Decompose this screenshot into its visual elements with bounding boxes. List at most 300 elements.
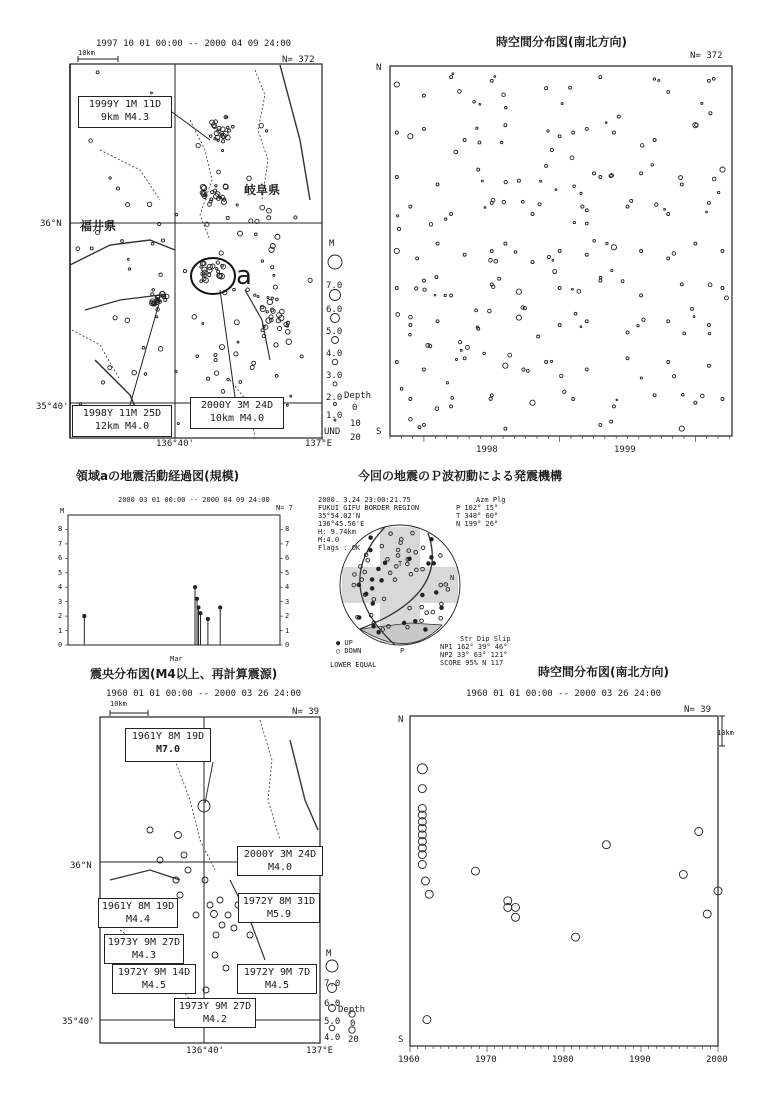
p3-ytick-label-right: 4 bbox=[285, 583, 290, 592]
p6-data-point bbox=[695, 828, 703, 836]
p1-epicenter bbox=[152, 289, 154, 291]
p5-fault bbox=[290, 740, 318, 830]
p2-data-point bbox=[667, 257, 670, 260]
p1-epicenter bbox=[125, 318, 130, 323]
p2-data-point bbox=[550, 148, 553, 151]
p5-legend-mag: 7.0 bbox=[324, 979, 341, 989]
p1-epicenter bbox=[144, 373, 147, 376]
p2-data-point bbox=[599, 276, 602, 279]
p4-down-marker bbox=[421, 546, 425, 550]
p2-data-point bbox=[708, 332, 710, 334]
p2-data-point bbox=[558, 250, 561, 253]
p4-down-marker bbox=[420, 619, 424, 623]
p4-down-marker bbox=[366, 558, 370, 562]
p2-data-point bbox=[558, 135, 561, 138]
p2-data-point bbox=[667, 320, 670, 323]
p4-t-label: T bbox=[398, 560, 403, 568]
p1-epicenter bbox=[236, 204, 238, 206]
p6-xtick-label: 1970 bbox=[475, 1055, 497, 1065]
p2-data-point bbox=[505, 106, 507, 108]
p6-data-point bbox=[703, 910, 711, 918]
p2-data-point bbox=[545, 164, 548, 167]
p4-up-marker bbox=[427, 562, 431, 566]
p2-data-point bbox=[458, 341, 461, 344]
p5-boundary bbox=[260, 720, 280, 840]
p5-epicenter bbox=[202, 877, 208, 883]
p2-data-point bbox=[409, 418, 412, 421]
p1-epicenter bbox=[127, 258, 129, 260]
p2-data-point bbox=[626, 205, 629, 208]
p5-epicenter bbox=[223, 965, 229, 971]
p1-epicenter bbox=[221, 149, 223, 151]
p1-epicenter bbox=[226, 126, 229, 129]
p1-epicenter bbox=[267, 216, 271, 220]
p2-data-point bbox=[395, 287, 398, 290]
p1-legend-depth-val: 0 bbox=[352, 403, 358, 413]
p2-data-point bbox=[445, 218, 447, 220]
p2-data-point bbox=[653, 394, 656, 397]
p1-epicenter bbox=[202, 322, 204, 324]
p2-data-point bbox=[494, 76, 496, 78]
p5-callout-8: 1973Y 9M 27D M4.2 bbox=[174, 998, 256, 1028]
p5-callout-1: 1961Y 8M 19D M7.0 bbox=[125, 728, 211, 762]
p2-data-point bbox=[664, 208, 666, 210]
p1-epicenter bbox=[156, 316, 158, 318]
p2-data-point bbox=[653, 78, 655, 80]
p4-up-marker bbox=[369, 548, 373, 552]
p2-data-point bbox=[418, 426, 421, 429]
p2-data-point bbox=[479, 103, 481, 105]
p2-data-point bbox=[538, 203, 541, 206]
p2-data-point bbox=[683, 332, 686, 335]
p1-scale: 10km bbox=[78, 49, 95, 57]
p2-data-point bbox=[526, 369, 529, 372]
p2-data-point bbox=[489, 397, 492, 400]
p1-epicenter bbox=[116, 187, 119, 190]
p5-epicenter bbox=[219, 922, 225, 928]
p2-data-point bbox=[580, 326, 582, 328]
p1-count: N= 372 bbox=[282, 55, 315, 65]
p2-data-point bbox=[545, 87, 548, 90]
p2-data-point bbox=[409, 398, 412, 401]
p1-epicenter bbox=[76, 247, 80, 251]
p5-callout-7: 1972Y 9M 7D M4.5 bbox=[237, 964, 317, 994]
p3-ytick-label: 4 bbox=[58, 583, 63, 592]
p3-ytick-label-right: 8 bbox=[285, 525, 290, 534]
p2-data-point bbox=[571, 288, 573, 290]
p2-data-point bbox=[409, 333, 411, 335]
p6-period: 1960 01 01 00:00 -- 2000 03 26 24:00 bbox=[466, 689, 662, 699]
p5-epicenter bbox=[217, 897, 223, 903]
p4-up-marker bbox=[371, 602, 375, 606]
p1-epicenter bbox=[286, 339, 291, 344]
p2-data-point bbox=[572, 131, 575, 134]
p1-epicenter bbox=[267, 296, 269, 298]
p6-title: 時空間分布図(南北方向) bbox=[538, 665, 669, 679]
p1-epicenter bbox=[101, 381, 104, 384]
p2-data-point bbox=[422, 94, 425, 97]
p5-epicenter bbox=[212, 952, 218, 958]
p1-epicenter bbox=[219, 251, 223, 255]
p3-event-head bbox=[193, 586, 196, 589]
p2-data-point bbox=[573, 221, 575, 223]
p4-down-marker bbox=[439, 616, 443, 620]
p2-data-point bbox=[463, 357, 466, 360]
p5-epicenter bbox=[175, 832, 182, 839]
p5-legend-m: M bbox=[326, 949, 332, 959]
p2-data-point bbox=[397, 215, 399, 217]
p2-data-point bbox=[621, 280, 624, 283]
p1-epicenter bbox=[192, 315, 196, 319]
p1-epicenter bbox=[109, 177, 111, 179]
p1-epicenter bbox=[89, 139, 93, 143]
p5-callout-5: 1973Y 9M 27D M4.3 bbox=[104, 934, 184, 964]
p1-epicenter bbox=[217, 170, 221, 174]
p4-down-marker bbox=[439, 554, 443, 558]
p4-np1: NP1 162° 39° 46° bbox=[440, 643, 508, 651]
p3-event-head bbox=[195, 597, 198, 600]
p4-up-marker bbox=[357, 583, 361, 587]
p2-data-point bbox=[502, 200, 505, 203]
p1-fault bbox=[280, 65, 310, 200]
p5-epicenter bbox=[181, 852, 187, 858]
p1-epicenter bbox=[286, 404, 288, 406]
p1-callout-2: 1998Y 11M 25D 12km M4.0 bbox=[72, 405, 172, 437]
p1-epicenter bbox=[227, 378, 229, 380]
p2-data-point bbox=[640, 172, 643, 175]
p2-data-point bbox=[626, 357, 629, 360]
p1-epicenter bbox=[216, 261, 219, 264]
p2-data-point bbox=[516, 289, 521, 294]
p2-data-point bbox=[555, 189, 557, 191]
p2-data-point bbox=[550, 360, 552, 362]
p5-legend-circle bbox=[326, 960, 338, 972]
p2-data-point bbox=[435, 276, 438, 279]
p2-data-point bbox=[626, 331, 629, 334]
p2-data-point bbox=[581, 205, 584, 208]
p1-epicenter bbox=[142, 346, 145, 349]
p1-epicenter bbox=[260, 205, 265, 210]
p1-epicenter bbox=[209, 135, 212, 138]
p2-data-point bbox=[680, 283, 683, 286]
p2-data-point bbox=[463, 253, 466, 256]
p1-epicenter bbox=[214, 358, 217, 361]
p5-count: N= 39 bbox=[292, 707, 320, 717]
p4-header: FUKUI GIFU BORDER REGION bbox=[318, 504, 420, 512]
p1-lon-label2: 137°E bbox=[305, 439, 333, 449]
p3-event-head bbox=[83, 615, 86, 618]
p4-up-marker bbox=[377, 567, 381, 571]
p1-epicenter bbox=[183, 270, 186, 273]
p2-data-point bbox=[653, 139, 656, 142]
p1-lon-label: 136°40' bbox=[156, 439, 194, 449]
p1-legend-circle bbox=[333, 382, 337, 386]
p1-boundary bbox=[190, 120, 212, 240]
p5-lat-label2: 35°40' bbox=[62, 1017, 95, 1027]
p2-data-point bbox=[423, 288, 426, 291]
p1-epicenter bbox=[267, 208, 272, 213]
p3-ytick-label: 1 bbox=[58, 626, 63, 635]
p2-data-point bbox=[701, 102, 703, 104]
p1-legend-circle bbox=[328, 255, 342, 269]
p2-data-point bbox=[610, 420, 613, 423]
p2-data-point bbox=[640, 377, 642, 379]
p2-data-point bbox=[721, 287, 724, 290]
p1-epicenter bbox=[175, 371, 177, 373]
p4-up-marker bbox=[383, 561, 387, 565]
p2-data-point bbox=[436, 242, 439, 245]
p3-ytick-label-right: 2 bbox=[285, 612, 290, 621]
p4-up-marker bbox=[430, 556, 434, 560]
p2-data-point bbox=[488, 309, 492, 313]
p3-ytick-label: 3 bbox=[58, 597, 63, 606]
p1-epicenter bbox=[207, 377, 210, 380]
p2-data-point bbox=[563, 390, 566, 393]
p3-ytick-label-right: 1 bbox=[285, 626, 290, 635]
p5-epicenter bbox=[225, 912, 231, 918]
p1-epicenter bbox=[211, 191, 214, 194]
p6-data-point bbox=[421, 877, 429, 885]
p2-south: S bbox=[376, 427, 382, 437]
p1-epicenter bbox=[233, 288, 236, 291]
p2-data-point bbox=[585, 253, 588, 256]
p1-epicenter bbox=[217, 270, 220, 273]
p1-epicenter bbox=[308, 278, 312, 282]
p1-epicenter bbox=[265, 130, 267, 132]
p2-data-point bbox=[577, 289, 581, 293]
p1-epicenter bbox=[161, 239, 164, 242]
p5-legend-mag: 5.0 bbox=[324, 1017, 341, 1027]
p2-data-point bbox=[707, 201, 710, 204]
p2-data-point bbox=[502, 93, 505, 96]
p1-epicenter bbox=[290, 395, 292, 397]
p2-data-point bbox=[483, 352, 485, 354]
p2-data-point bbox=[672, 375, 675, 378]
p2-data-point bbox=[721, 398, 724, 401]
p2-data-point bbox=[452, 73, 454, 75]
p2-data-point bbox=[593, 240, 596, 243]
p1-epicenter bbox=[228, 129, 231, 132]
p5-map-frame bbox=[100, 717, 320, 1043]
p4-header: H: 9.74km bbox=[318, 528, 356, 536]
p2-data-point bbox=[476, 127, 478, 129]
p1-epicenter bbox=[277, 326, 281, 330]
p4-up-marker bbox=[408, 557, 412, 561]
p2-data-point bbox=[651, 164, 653, 166]
p3-m: M bbox=[60, 507, 65, 515]
p2-data-point bbox=[720, 167, 725, 172]
p1-epicenter bbox=[90, 247, 93, 250]
p5-lat-label: 36°N bbox=[70, 861, 92, 871]
p4-axis: P 102° 15° bbox=[456, 504, 499, 512]
p5-epicenter bbox=[207, 902, 213, 908]
p1-epicenter bbox=[221, 390, 225, 394]
p4-up-marker bbox=[377, 630, 381, 634]
p2-data-point bbox=[585, 368, 588, 371]
p5-epicenter bbox=[247, 932, 253, 938]
p1-epicenter bbox=[273, 285, 277, 289]
p1-epicenter bbox=[234, 352, 238, 356]
p1-epicenter bbox=[159, 294, 161, 296]
p4-down-marker bbox=[431, 610, 435, 614]
p5-epicenter bbox=[231, 925, 237, 931]
p5-lon-label2: 137°E bbox=[306, 1046, 334, 1056]
p1-epicenter bbox=[177, 423, 179, 425]
p3-xlabel: Mar bbox=[170, 655, 183, 663]
p1-epicenter bbox=[196, 355, 199, 358]
p1-callout-3: 2000Y 3M 24D 10km M4.0 bbox=[190, 397, 284, 429]
p2-data-point bbox=[640, 294, 643, 297]
p4-header: 35°54.02'N bbox=[318, 512, 361, 520]
p2-data-point bbox=[553, 270, 557, 274]
p2-data-point bbox=[478, 141, 481, 144]
p2-data-point bbox=[585, 222, 588, 225]
p1-epicenter bbox=[126, 203, 130, 207]
p6-xtick-label: 1980 bbox=[552, 1055, 574, 1065]
p1-legend-depth: Depth bbox=[344, 391, 372, 401]
p5-epicenter bbox=[173, 877, 179, 883]
p1-epicenter bbox=[226, 216, 229, 219]
p2-data-point bbox=[679, 176, 683, 180]
p1-epicenter bbox=[266, 318, 271, 323]
p5-fault bbox=[110, 870, 180, 880]
p2-data-point bbox=[694, 401, 697, 404]
p4-proj: LOWER EQUAL bbox=[330, 661, 377, 669]
p2-data-point bbox=[516, 315, 521, 320]
p2-data-point bbox=[446, 382, 448, 384]
p5-lon-label: 136°40' bbox=[186, 1046, 224, 1056]
p1-epicenter bbox=[234, 320, 239, 325]
p5-legend-depth-val: 20 bbox=[348, 1035, 359, 1045]
p2-data-point bbox=[616, 399, 618, 401]
p1-epicenter bbox=[108, 366, 112, 370]
p1-epicenter bbox=[151, 242, 154, 245]
p1-epicenter bbox=[249, 219, 253, 223]
p4-up-marker bbox=[357, 616, 361, 620]
p1-epicenter bbox=[285, 329, 290, 334]
p1-epicenter bbox=[267, 299, 272, 304]
p1-legend-circle bbox=[332, 337, 339, 344]
p1-epicenter bbox=[214, 353, 217, 356]
p2-north: N bbox=[376, 63, 382, 73]
p2-data-point bbox=[585, 209, 588, 212]
p4-up-marker bbox=[372, 624, 376, 628]
p2-data-point bbox=[409, 205, 412, 208]
p3-event-head bbox=[206, 617, 209, 620]
p1-legend-mag: 1.0 bbox=[326, 411, 343, 421]
p2-data-point bbox=[679, 426, 684, 431]
p4-up-marker bbox=[380, 579, 384, 583]
p2-data-point bbox=[395, 176, 398, 179]
p4-up-marker bbox=[364, 592, 368, 596]
p2-data-point bbox=[707, 364, 710, 367]
p1-boundary bbox=[100, 150, 160, 200]
p2-data-point bbox=[700, 394, 704, 398]
p1-boundary bbox=[72, 330, 120, 380]
p2-data-point bbox=[552, 259, 554, 261]
p2-data-point bbox=[473, 101, 475, 103]
p1-legend-mag: 6.0 bbox=[326, 305, 343, 315]
p2-data-point bbox=[395, 361, 398, 364]
p2-data-point bbox=[436, 320, 439, 323]
p4-up-marker bbox=[434, 591, 438, 595]
p4-header: M:4.0 bbox=[318, 536, 340, 544]
p2-data-point bbox=[640, 250, 643, 253]
p1-fault bbox=[70, 240, 175, 265]
p1-legend-mag: 2.0 bbox=[326, 393, 343, 403]
p1-epicenter bbox=[96, 71, 99, 74]
p2-data-point bbox=[560, 374, 563, 377]
p2-data-point bbox=[599, 76, 602, 79]
p6-data-point bbox=[511, 913, 519, 921]
p1-lat-label2: 35°40' bbox=[36, 402, 69, 412]
p1-epicenter bbox=[158, 347, 163, 352]
p1-epicenter bbox=[261, 260, 263, 262]
p4-up-marker bbox=[440, 606, 444, 610]
p3-frame bbox=[68, 515, 280, 645]
p4-p-label: P bbox=[400, 647, 405, 655]
p1-epicenter bbox=[275, 298, 278, 301]
p2-data-point bbox=[408, 134, 413, 139]
p2-data-point bbox=[706, 211, 708, 213]
p2-data-point bbox=[682, 393, 685, 396]
p1-fault bbox=[85, 295, 160, 310]
p6-data-point bbox=[679, 870, 687, 878]
p1-prefecture-fukui: 福井県 bbox=[80, 219, 117, 233]
p2-data-point bbox=[422, 423, 425, 426]
p1-epicenter bbox=[255, 233, 258, 236]
p2-data-point bbox=[599, 423, 602, 426]
p2-data-point bbox=[422, 279, 425, 282]
p2-data-point bbox=[504, 124, 507, 127]
p2-data-point bbox=[667, 213, 670, 216]
p1-epicenter bbox=[250, 365, 254, 369]
p2-data-point bbox=[642, 318, 645, 321]
p3-ytick-label: 7 bbox=[58, 539, 63, 548]
p4-up: ● UP bbox=[336, 639, 353, 647]
p6-data-point bbox=[471, 867, 479, 875]
p2-data-point bbox=[458, 90, 462, 94]
p2-data-point bbox=[409, 315, 413, 319]
p5-callout-3: 1961Y 8M 19D M4.4 bbox=[98, 898, 178, 928]
p1-epicenter bbox=[210, 198, 213, 201]
p2-data-point bbox=[694, 242, 697, 245]
p2-data-point bbox=[537, 335, 540, 338]
p6-north: N bbox=[398, 715, 404, 725]
p2-data-point bbox=[667, 90, 670, 93]
p2-data-point bbox=[570, 156, 574, 160]
p2-data-point bbox=[492, 198, 495, 201]
p1-epicenter bbox=[216, 268, 218, 270]
p4-up-marker bbox=[432, 562, 436, 566]
p2-data-point bbox=[707, 324, 710, 327]
p2-data-point bbox=[477, 168, 480, 171]
p2-data-point bbox=[422, 127, 425, 130]
p2-data-point bbox=[475, 309, 478, 312]
p2-data-point bbox=[490, 250, 493, 253]
p1-epicenter bbox=[214, 371, 218, 375]
p3-ytick-label: 5 bbox=[58, 568, 63, 577]
p1-epicenter bbox=[274, 343, 278, 347]
p4-up-marker bbox=[370, 578, 374, 582]
p4-down-marker bbox=[420, 605, 424, 609]
p2-data-point bbox=[500, 141, 502, 143]
p1-epicenter bbox=[257, 296, 259, 298]
p1-epicenter bbox=[147, 202, 151, 206]
p1-epicenter bbox=[113, 316, 117, 320]
p2-data-point bbox=[558, 324, 561, 327]
p5-callout-6: 1972Y 9M 14D M4.5 bbox=[112, 964, 196, 994]
